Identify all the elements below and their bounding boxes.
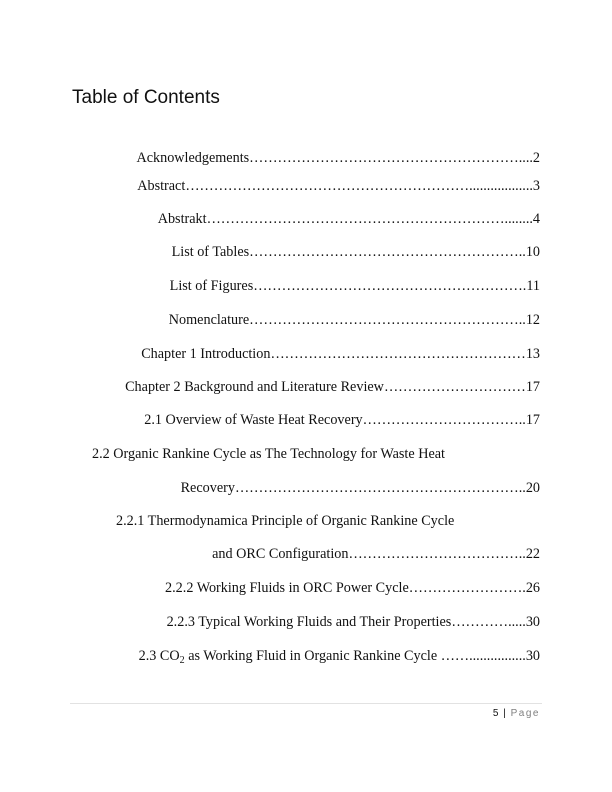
toc-entry-page: 12 [525,312,540,328]
toc-entry-leader: ………………………………………………….. [249,244,526,260]
toc-entry-title-part: as Working Fluid in Organic Rankine Cycle [184,648,441,664]
toc-entry-page: 17 [525,379,540,395]
toc-entry-list-of-figures[interactable] [170,277,540,295]
toc-entry-title: Acknowledgements [136,150,250,166]
toc-entry-title: 2.2.3 Typical Working Fluids and Their Properties [166,614,452,630]
toc-entry-leader: …………………………….. [362,412,526,428]
toc-entry-2-3[interactable] [139,647,540,665]
toc-entry-page: 3 [532,178,540,194]
toc-entry-page: 20 [525,480,540,496]
toc-entry-title: Chapter 2 Background and Literature Review [125,379,384,395]
toc-entry-title: Chapter 1 Introduction [141,346,271,362]
toc-entry-title: 2.2.1 Thermodynamica Principle of Organic Rankine Cycle [116,513,455,529]
toc-entry-2-2-line-2[interactable] [181,479,540,497]
toc-entry-leader: ………………………………………………….. [249,312,526,328]
toc-entry-page: 22 [525,546,540,562]
toc-entry-title: Abstrakt [157,211,207,227]
toc-entry-nomenclature[interactable] [169,311,540,329]
toc-entry-2-2-1-line-1[interactable] [116,512,454,530]
toc-entry-leader: ……………………………….. [348,546,526,562]
toc-entry-chapter-2[interactable] [125,378,540,396]
toc-entry-page: 13 [525,346,540,362]
toc-entry-abstrakt[interactable] [158,210,540,228]
subscript-2: 2 [179,655,185,666]
toc-entry-acknowledgements[interactable] [136,149,540,167]
footer-page-label: Page [510,708,540,719]
toc-entry-2-2-1-line-2[interactable] [212,545,540,563]
toc-entry-title: 2.1 Overview of Waste Heat Recovery [144,412,363,428]
toc-entry-leader: …………………………………………………….................. [185,178,533,194]
toc-entry-title: 2.2.2 Working Fluids in ORC Power Cycle [165,580,409,596]
toc-entry-leader: …………..... [451,614,526,630]
toc-entry-page: 30 [525,614,540,630]
toc-entry-2-2-3[interactable] [167,613,540,631]
toc-entry-page: 11 [526,278,540,294]
toc-entry-page: 26 [525,580,540,596]
toc-entry-leader: …………………………………………………. [253,278,527,294]
toc-entry-chapter-1[interactable] [141,345,540,363]
toc-entry-title: Recovery [180,480,235,496]
toc-entry-page: 30 [525,648,540,664]
toc-entry-leader: ………………………………………………….... [249,150,533,166]
toc-entry-leader: ………………………… [383,379,526,395]
toc-entry-page: 10 [525,244,540,260]
toc-entry-2-2-2[interactable] [165,579,540,597]
toc-entry-leader: …………………………………………………….. [234,480,526,496]
toc-entry-title [139,648,441,664]
toc-entry-page: 17 [525,412,540,428]
footer-page-number: 5 [492,708,499,719]
toc-entry-leader: ………………………………………………………........ [206,211,533,227]
toc-entry-title: Nomenclature [168,312,250,328]
toc-entry-list-of-tables[interactable] [172,243,540,261]
footer-divider [70,703,542,704]
footer-separator: | [503,708,506,719]
toc-entry-title: and ORC Configuration [212,546,349,562]
toc-entry-title: List of Figures [169,278,254,294]
toc-entry-abstract[interactable] [137,177,540,195]
toc-entry-2-1[interactable] [144,411,540,429]
toc-entry-leader: ……………………. [408,580,526,596]
toc-entry-page: 2 [532,150,540,166]
toc-entry-title-part: 2.3 CO [138,648,180,664]
toc-entry-leader: ……………………………………………… [270,346,526,362]
toc-entry-title: Abstract [137,178,186,194]
toc-entry-2-2-line-1[interactable] [92,445,445,463]
toc-entry-leader: ……................ [440,648,526,664]
toc-entry-title: List of Tables [171,244,250,260]
toc-entry-title: 2.2 Organic Rankine Cycle as The Technology for Waste Heat [92,446,445,462]
page-footer [493,708,540,719]
toc-entry-page: 4 [532,211,540,227]
page-heading: Table of Contents [72,87,220,108]
